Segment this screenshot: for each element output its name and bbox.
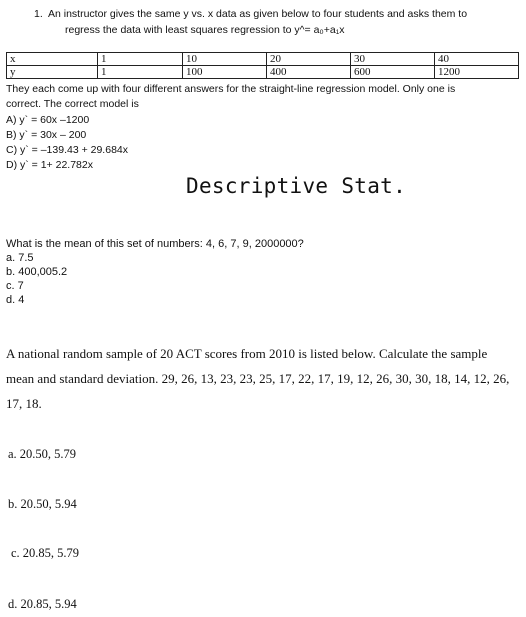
q1-option-b[interactable]: B) y` = 30x – 200: [6, 129, 87, 141]
table-row-y: [7, 66, 519, 79]
q2-question: What is the mean of this set of numbers: 4, 6, 7, 9, 2000000?: [6, 238, 304, 250]
table-cell-y-label: y: [7, 66, 98, 79]
q3-question-line-2: mean and standard deviation. 29, 26, 13, 23, 23, 25, 17, 22, 17, 19, 12, 26, 30, 30, 18, 14, 12, 26,: [6, 371, 510, 386]
table-cell: 100: [183, 66, 267, 79]
q3-option-c[interactable]: c. 20.85, 5.79: [11, 546, 80, 560]
table-cell: 40: [435, 53, 519, 66]
q3-question-line-3: 17, 18.: [6, 396, 42, 411]
table-row-x: [7, 53, 519, 66]
q3-option-d[interactable]: d. 20.85, 5.94: [8, 597, 77, 611]
q1-context-line-1: They each come up with four different answers for the straight-line regression model. Only one is: [6, 83, 456, 95]
q1-option-a[interactable]: A) y` = 60x –1200: [6, 114, 90, 126]
q3-question-line-1: A national random sample of 20 ACT scores from 2010 is listed below. Calculate the sample: [6, 346, 488, 361]
table-cell: 20: [267, 53, 351, 66]
q2-option-d[interactable]: d. 4: [6, 294, 25, 306]
q2-option-c[interactable]: c. 7: [6, 280, 24, 292]
q1-context-line-2: correct. The correct model is: [6, 98, 139, 110]
q1-question-line-1: An instructor gives the same y vs. x data as given below to four students and asks them to: [48, 8, 468, 20]
q3-option-a[interactable]: a. 20.50, 5.79: [8, 447, 77, 461]
q2-option-b[interactable]: b. 400,005.2: [6, 266, 68, 278]
q1-option-c[interactable]: C) y` = –139.43 + 29.684x: [6, 144, 128, 156]
table-cell: 400: [267, 66, 351, 79]
table-cell: 1200: [435, 66, 519, 79]
q1-question-line-2: regress the data with least squares regression to y^= a₀+a₁x: [65, 24, 345, 36]
section-heading: Descriptive Stat.: [186, 174, 407, 198]
table-cell: 10: [183, 53, 267, 66]
table-cell: 600: [351, 66, 435, 79]
table-cell: 1: [98, 53, 183, 66]
q3-option-b[interactable]: b. 20.50, 5.94: [8, 497, 77, 511]
q1-option-d[interactable]: D) y` = 1+ 22.782x: [6, 159, 93, 171]
q1-number: 1.: [34, 8, 43, 20]
data-table: [6, 52, 519, 79]
q2-option-a[interactable]: a. 7.5: [6, 252, 34, 264]
table-cell-x-label: x: [7, 53, 98, 66]
table-cell: 30: [351, 53, 435, 66]
table-cell: 1: [98, 66, 183, 79]
